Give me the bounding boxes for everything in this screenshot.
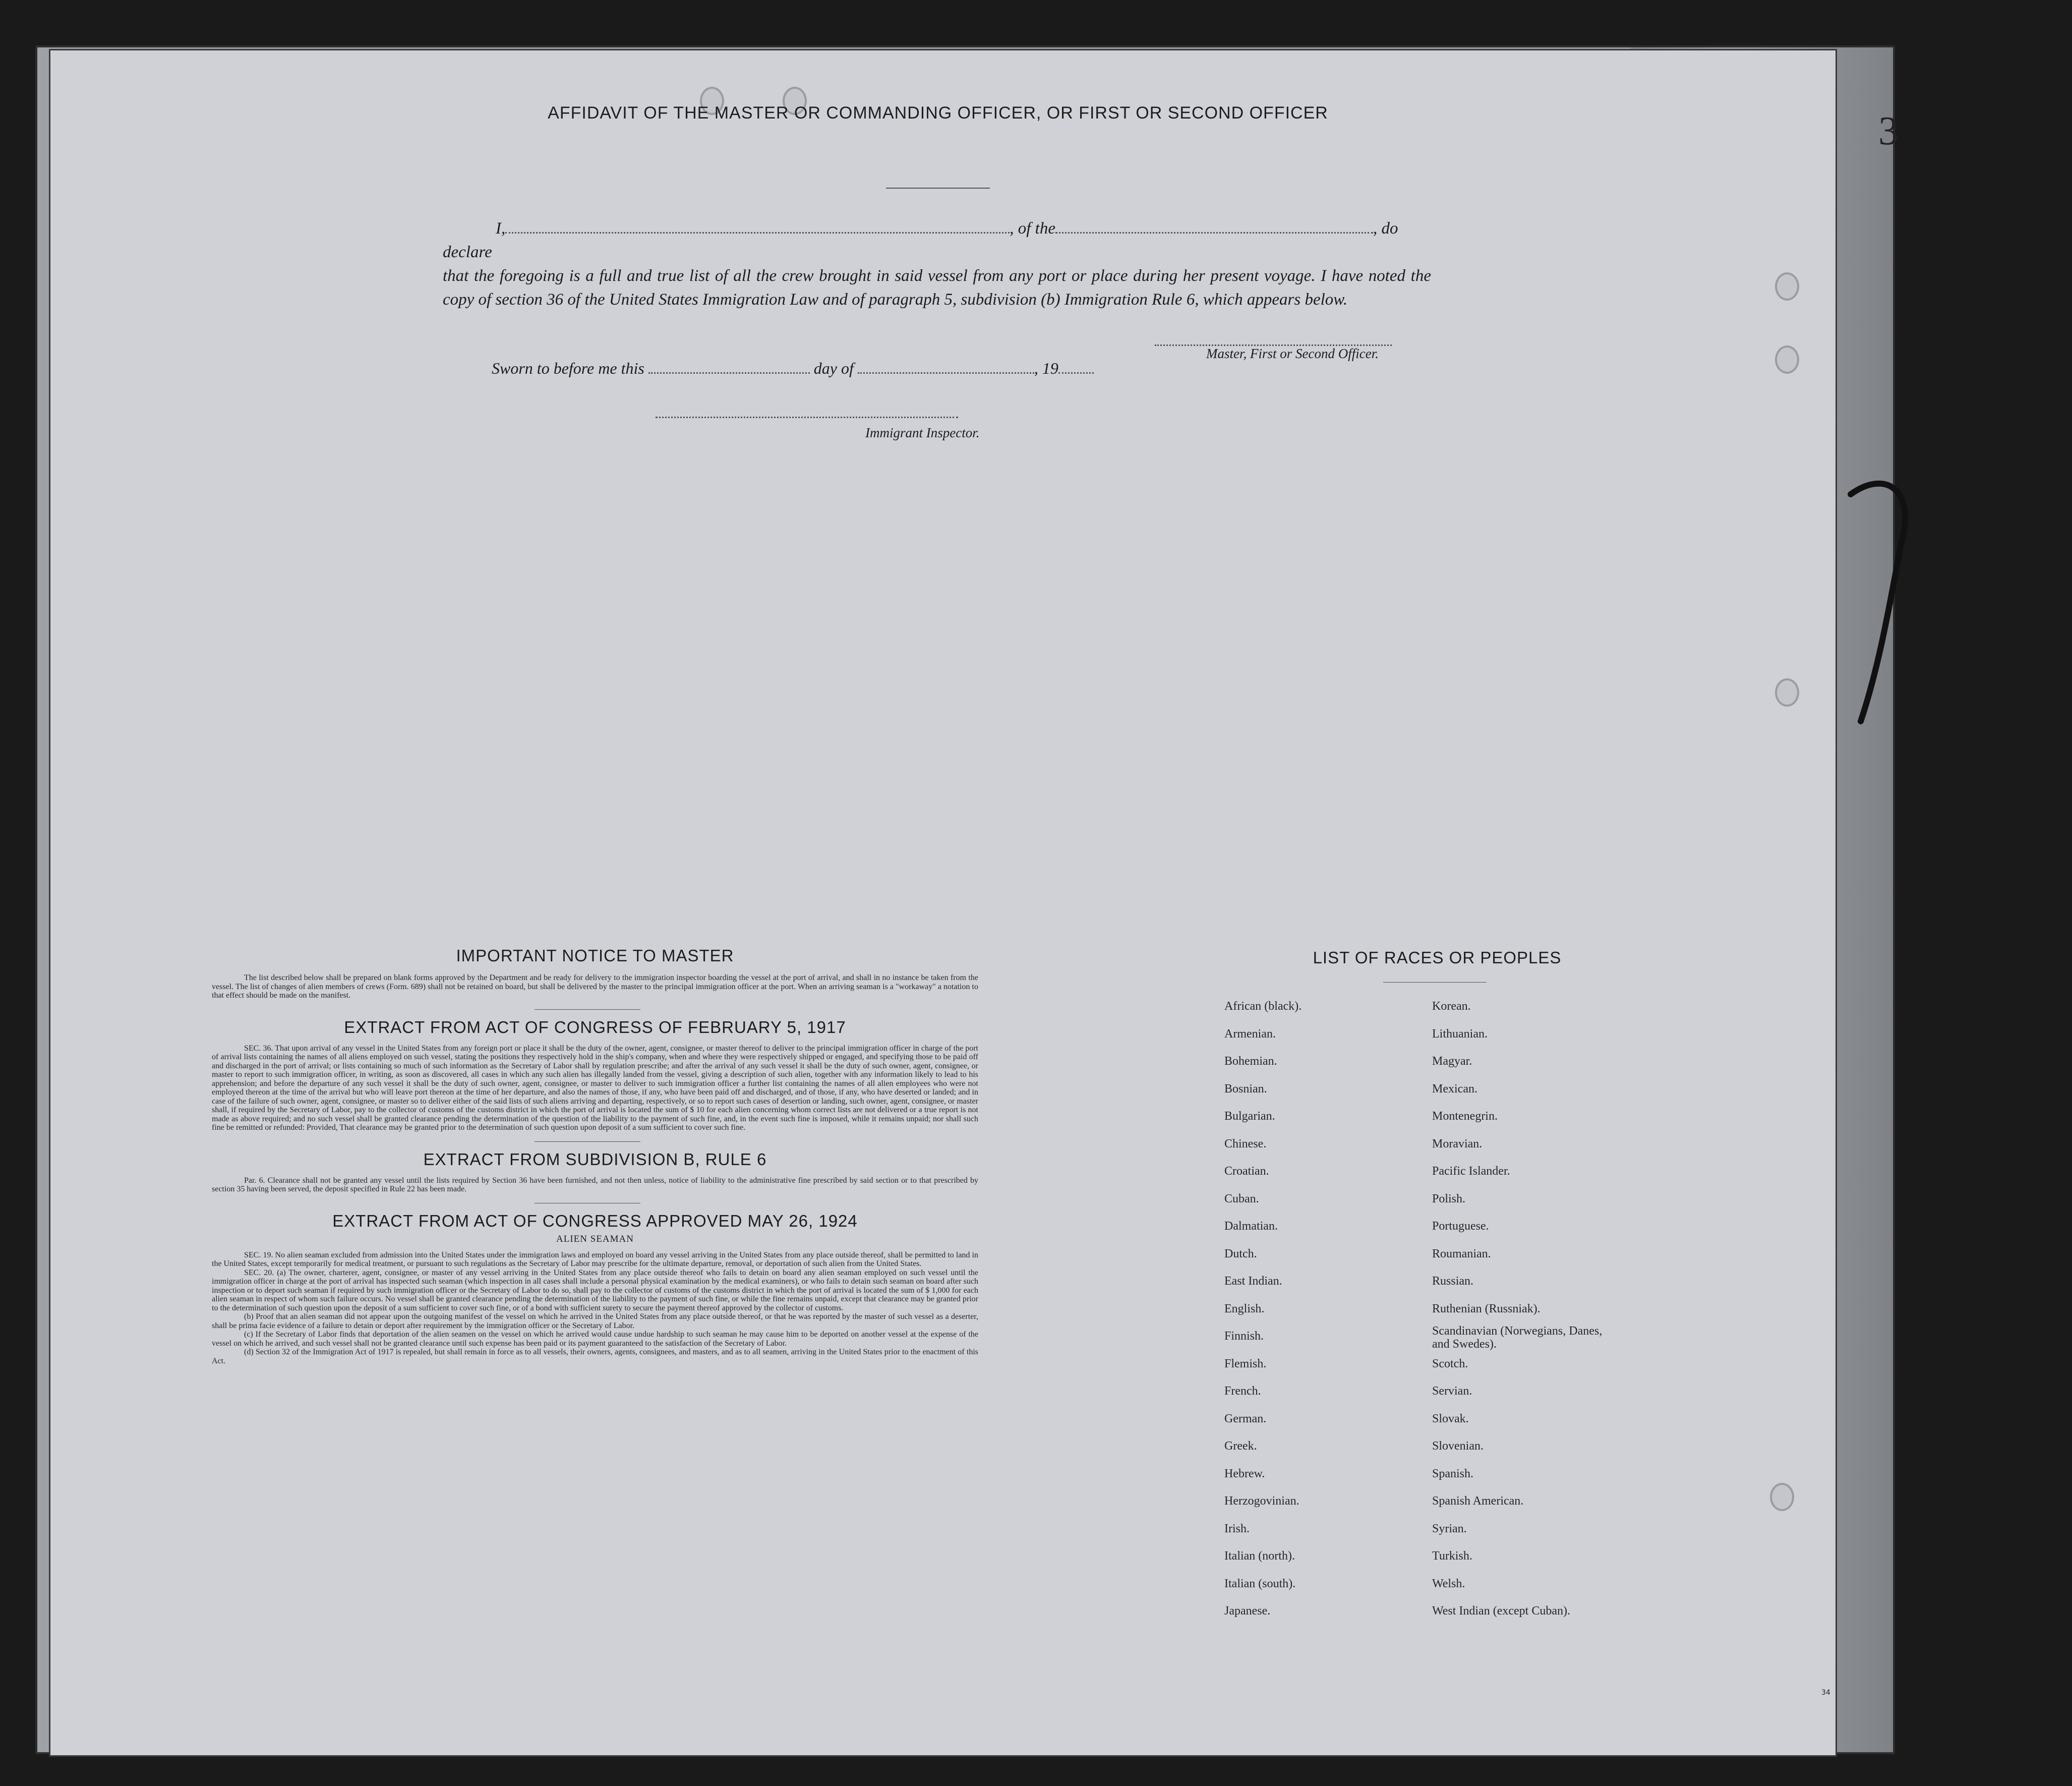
race-item: Mexican. bbox=[1432, 1082, 1477, 1096]
affidavit-text bbox=[443, 217, 1431, 312]
extract-1924-title: EXTRACT FROM ACT OF CONGRESS APPROVED MAY 26, 1924 bbox=[332, 1211, 858, 1230]
extract-rule6-title: EXTRACT FROM SUBDIVISION B, RULE 6 bbox=[423, 1149, 767, 1169]
race-item: Italian (north). bbox=[1224, 1549, 1295, 1563]
race-item: Korean. bbox=[1432, 1000, 1471, 1013]
race-item: Welsh. bbox=[1432, 1577, 1465, 1590]
race-item: Bohemian. bbox=[1224, 1055, 1277, 1068]
inspector-signature-blank bbox=[656, 417, 958, 418]
extract-1924-paragraph: SEC. 20. (a) The owner, charterer, agent, consignee, or master of any vessel arriving in the United States from any place outside thereof who fails to detain on board any alien seaman employed on such vessel until the immigration officer in charge at the port of arrival has inspected such seaman (which inspection in all cases shall include a personal physical examination by the medical examiners), or who fails to detain such seaman on board after such inspection or to deport such seaman if required by such immigration officer or the Secretary of Labor to do so, shall pay to the collector of customs of the customs district in which the port of arrival is located the sum of $ 1,000 for each alien seaman in respect of whom such failure occurs. No vessel shall be granted clearance pending the determination of the liability to the payment of such fine, or while the fine remains unpaid, except that clearance may be granted prior to the determination of such question upon the deposit of a sum sufficient to cover such fine, or of a bond with sufficient surety to secure the payment thereof approved by the collector of customs. bbox=[212, 1268, 978, 1312]
race-item: Bosnian. bbox=[1224, 1082, 1267, 1096]
sworn-day-of: day of bbox=[813, 359, 854, 377]
race-item: Dutch. bbox=[1224, 1247, 1257, 1260]
race-item: East Indian. bbox=[1224, 1275, 1282, 1288]
notice-title: IMPORTANT NOTICE TO MASTER bbox=[456, 946, 734, 965]
affidavit-do-declare: , do declare bbox=[443, 219, 1398, 261]
extract-1924-paragraph: (b) Proof that an alien seaman did not appear upon the outgoing manifest of the vessel on which he arrived in the United States from any place outside thereof, or that he was reported by the master of such vessel as a deserter, shall be prima facie evidence of a failure to detain or deport after requirement by the immigration officer or the Secretary of Labor. bbox=[212, 1312, 978, 1330]
races-divider bbox=[1383, 982, 1487, 983]
extract-1917-text: SEC. 36. That upon arrival of any vessel in the United States from any foreign port or place it shall be the duty of the owner, agent, consignee, or master thereof to deliver to the principal immigration officer in charge of the port of arrival lists containing the names of all aliens employed on such vessel, stating the positions they respectively hold in the ship's company, when and where they were respectively shipped or engaged, and specifying those to be paid off and discharged in the port of arrival; or lists containing so much of such information as the Secretary of Labor shall by regulation prescribe; and after the arrival of any such vessel it shall be the duty of such owner, agent, consignee, or master to report to such immigration officer, in writing, as soon as discovered, all cases in which any such alien has illegally landed from the vessel, giving a description of such alien, together with any information likely to lead to his apprehension; and before the departure of any such vessel it shall be the duty of such owner, agent, consignee, or master to deliver to such immigration officer a further list containing the names of all alien employees who were not employed thereon at the time of the arrival but who will leave port thereon at the time of her departure, and also the names of those, if any, who have been paid off and discharged, and of those, if any, who have deserted or landed; and in case of the failure of such owner, agent, consignee, or master so to deliver either of the said lists of such aliens arriving and departing, respectively, or so to report such cases of desertion or landing, such owner, agent, consignee, or master shall, if required by the Secretary of Labor, pay to the collector of customs of the customs district in which the port of arrival is located the sum of $ 10 for each alien concerning whom correct lists are not delivered or a true report is not made as above required; and no such vessel shall be granted clearance pending the determination of the question of the liability to the payment of such fine, and, in the event such fine is imposed, while it remains unpaid; nor shall such fine be remitted or refunded: Provided, That clearance may be granted prior to the determination of such question upon deposit of a sum sufficient to cover such fine. bbox=[212, 1044, 978, 1132]
race-item: Herzogovinian. bbox=[1224, 1494, 1299, 1508]
race-item: Chinese. bbox=[1224, 1137, 1267, 1150]
race-item: Finnish. bbox=[1224, 1330, 1264, 1343]
race-item: Croatian. bbox=[1224, 1165, 1269, 1178]
day-blank bbox=[648, 359, 810, 374]
vessel-blank bbox=[1055, 219, 1373, 234]
punch-hole bbox=[1770, 1483, 1794, 1511]
race-item: Polish. bbox=[1432, 1192, 1466, 1205]
extract-1924-paragraph: SEC. 19. No alien seaman excluded from admission into the United States under the immigration laws and employed on board any vessel arriving in the United States from any place outside thereof, shall be permitted to land in the United States, except temporarily for medical treatment, or pursuant to such regulations as the Secretary of Labor may prescribe for the ultimate departure, removal, or deportation of such alien from the United States. bbox=[212, 1250, 978, 1268]
race-item: Moravian. bbox=[1432, 1137, 1483, 1150]
race-item: Cuban. bbox=[1224, 1192, 1259, 1205]
master-signature-label: Master, First or Second Officer. bbox=[1206, 346, 1379, 361]
affidavit-title: AFFIDAVIT OF THE MASTER OR COMMANDING OFFICER, OR FIRST OR SECOND OFFICER bbox=[548, 103, 1328, 123]
race-item: German. bbox=[1224, 1412, 1267, 1425]
race-item: Slovenian. bbox=[1432, 1439, 1484, 1453]
race-item: Portuguese. bbox=[1432, 1220, 1489, 1233]
race-item: Lithuanian. bbox=[1432, 1027, 1488, 1041]
section-divider bbox=[535, 1141, 640, 1142]
section-divider bbox=[535, 1009, 640, 1010]
race-item: Armenian. bbox=[1224, 1027, 1276, 1041]
name-blank bbox=[505, 219, 1010, 234]
notice-text: The list described below shall be prepared on blank forms approved by the Department and be ready for delivery to the immigration inspector boarding the vessel at the port of arrival, and shall in no instance be taken from the vessel. The list of changes of alien members of crews (Form. 689) shall not be retained on board, but shall be delivered by the master to the principal immigration officer at the port. When an arriving seaman is a "workaway" a notation to that effect should be made on the manifest. bbox=[212, 973, 978, 1000]
extract-rule6-text: Par. 6. Clearance shall not be granted any vessel until the lists required by Section 36 have been furnished, and not then unless, notice of liability to the administrative fine prescribed by said section or to that prescribed by section 35 having been served, the deposit specified in Rule 22 has been made. bbox=[212, 1176, 978, 1193]
race-item: Scandinavian (Norwegians, Danes, and Swedes). bbox=[1432, 1324, 1603, 1351]
race-item: Spanish. bbox=[1432, 1467, 1474, 1480]
race-item: Flemish. bbox=[1224, 1357, 1267, 1370]
extract-1924-paragraph: (c) If the Secretary of Labor finds that deportation of the alien seamen on the vessel on which he arrived would cause undue hardship to such seaman he may cause him to be deported on another vessel at the expense of the vessel on which he arrived, and such vessel shall not be granted clearance until such expense has been paid or its payment guaranteed to the satisfaction of the Secretary of Labor. bbox=[212, 1330, 978, 1348]
extract-1924-paragraph: (d) Section 32 of the Immigration Act of 1917 is repealed, but shall remain in force as to all vessels, their owners, agents, consignees, and masters, and as to all seamen, arriving in the United States prior to the enactment of this Act. bbox=[212, 1348, 978, 1365]
race-item: African (black). bbox=[1224, 1000, 1302, 1013]
punch-hole bbox=[1775, 678, 1799, 707]
race-item: Roumanian. bbox=[1432, 1247, 1491, 1260]
race-item: Magyar. bbox=[1432, 1055, 1472, 1068]
race-item: Spanish American. bbox=[1432, 1494, 1524, 1508]
race-item: Turkish. bbox=[1432, 1549, 1472, 1563]
race-item: Syrian. bbox=[1432, 1522, 1467, 1535]
punch-hole bbox=[1775, 272, 1799, 301]
notice-section bbox=[212, 946, 978, 1365]
race-item: Scotch. bbox=[1432, 1357, 1468, 1370]
margin-page-number: 34 bbox=[1821, 1689, 1830, 1697]
affidavit-body: that the foregoing is a full and true list of all the crew brought in said vessel from any port or place during her present voyage. I have noted the copy of section 36 of the United States Immigration Law and of paragraph 5, subdivision (b) Immigration Rule 6, which appears below. bbox=[443, 267, 1431, 309]
inspector-label: Immigrant Inspector. bbox=[865, 425, 980, 440]
margin-numeral: 3 bbox=[1878, 109, 1899, 153]
affidavit-i: I, bbox=[496, 219, 506, 238]
race-item: Hebrew. bbox=[1224, 1467, 1265, 1480]
race-item: Dalmatian. bbox=[1224, 1220, 1278, 1233]
race-item: Bulgarian. bbox=[1224, 1110, 1275, 1123]
sworn-year-prefix: , 19 bbox=[1034, 359, 1058, 377]
binding-string bbox=[1841, 469, 1926, 731]
race-item: Servian. bbox=[1432, 1385, 1472, 1398]
title-divider bbox=[886, 188, 990, 189]
race-item: Slovak. bbox=[1432, 1412, 1469, 1425]
year-blank bbox=[1058, 359, 1094, 374]
extract-1917-title: EXTRACT FROM ACT OF CONGRESS OF FEBRUARY 5, 1917 bbox=[344, 1017, 846, 1036]
affidavit-declaration-line bbox=[443, 217, 1431, 264]
sworn-line bbox=[492, 359, 1094, 378]
race-item: English. bbox=[1224, 1302, 1265, 1315]
race-item: West Indian (except Cuban). bbox=[1432, 1604, 1570, 1618]
race-item: Japanese. bbox=[1224, 1604, 1271, 1618]
race-item: Irish. bbox=[1224, 1522, 1250, 1535]
extract-1924-subtitle: ALIEN SEAMAN bbox=[556, 1233, 634, 1244]
races-title: LIST OF RACES OR PEOPLES bbox=[1313, 948, 1562, 967]
punch-hole bbox=[1775, 345, 1799, 374]
race-item: Russian. bbox=[1432, 1275, 1474, 1288]
month-blank bbox=[858, 359, 1034, 374]
race-item: Italian (south). bbox=[1224, 1577, 1296, 1590]
race-item: Pacific Islander. bbox=[1432, 1165, 1510, 1178]
race-item: Montenegrin. bbox=[1432, 1110, 1498, 1123]
race-item: Ruthenian (Russniak). bbox=[1432, 1302, 1541, 1315]
affidavit-of-the: , of the bbox=[1010, 219, 1055, 238]
race-item: French. bbox=[1224, 1385, 1261, 1398]
sworn-prefix: Sworn to before me this bbox=[492, 359, 644, 377]
race-item: Greek. bbox=[1224, 1439, 1257, 1453]
